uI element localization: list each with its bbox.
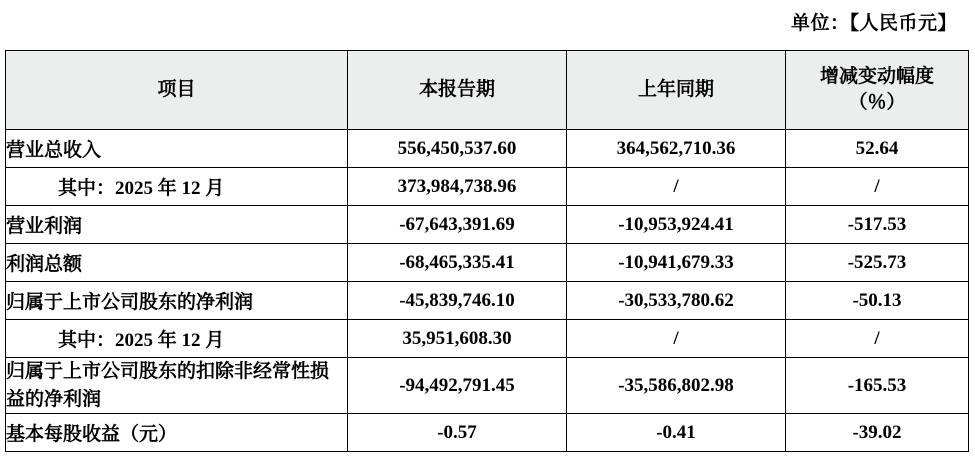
table-row bbox=[6, 414, 969, 452]
table-header bbox=[6, 51, 969, 130]
cell-previous-period: -30,533,780.62 bbox=[567, 282, 786, 320]
cell-current-period: -68,465,335.41 bbox=[348, 244, 567, 282]
financial-table-container bbox=[5, 50, 968, 452]
cell-current-period: -45,839,746.10 bbox=[348, 282, 567, 320]
table-row bbox=[6, 282, 969, 320]
cell-change-rate: -39.02 bbox=[786, 414, 969, 452]
column-header-previous-period: 上年同期 bbox=[567, 51, 786, 130]
row-label: 归属于上市公司股东的扣除非经常性损益的净利润 bbox=[6, 358, 348, 414]
row-label: 营业总收入 bbox=[6, 130, 348, 168]
row-label: 其中：2025 年 12 月 bbox=[6, 320, 348, 358]
cell-change-rate: / bbox=[786, 320, 969, 358]
cell-change-rate: / bbox=[786, 168, 969, 206]
cell-current-period: -67,643,391.69 bbox=[348, 206, 567, 244]
cell-change-rate: -50.13 bbox=[786, 282, 969, 320]
cell-current-period: 35,951,608.30 bbox=[348, 320, 567, 358]
table-row bbox=[6, 320, 969, 358]
cell-change-rate: -165.53 bbox=[786, 358, 969, 414]
financial-summary-table bbox=[5, 50, 969, 452]
table-body bbox=[6, 130, 969, 452]
row-label: 利润总额 bbox=[6, 244, 348, 282]
cell-change-rate: 52.64 bbox=[786, 130, 969, 168]
row-label: 基本每股收益（元） bbox=[6, 414, 348, 452]
table-row bbox=[6, 358, 969, 414]
cell-previous-period: -10,953,924.41 bbox=[567, 206, 786, 244]
unit-note: 单位：【人民币元】 bbox=[790, 13, 957, 34]
cell-current-period: 556,450,537.60 bbox=[348, 130, 567, 168]
cell-current-period: -94,492,791.45 bbox=[348, 358, 567, 414]
table-row bbox=[6, 206, 969, 244]
column-header-current-period: 本报告期 bbox=[348, 51, 567, 130]
table-row bbox=[6, 244, 969, 282]
cell-previous-period: -10,941,679.33 bbox=[567, 244, 786, 282]
column-header-change-rate-sub: （％） bbox=[848, 92, 906, 113]
cell-previous-period: -0.41 bbox=[567, 414, 786, 452]
cell-previous-period: / bbox=[567, 320, 786, 358]
cell-previous-period: 364,562,710.36 bbox=[567, 130, 786, 168]
table-row bbox=[6, 130, 969, 168]
cell-previous-period: -35,586,802.98 bbox=[567, 358, 786, 414]
table-header-row bbox=[6, 51, 969, 130]
row-label: 归属于上市公司股东的净利润 bbox=[6, 282, 348, 320]
cell-change-rate: -517.53 bbox=[786, 206, 969, 244]
cell-change-rate: -525.73 bbox=[786, 244, 969, 282]
table-row bbox=[6, 168, 969, 206]
column-header-change-rate bbox=[786, 51, 969, 130]
cell-previous-period: / bbox=[567, 168, 786, 206]
cell-current-period: -0.57 bbox=[348, 414, 567, 452]
cell-current-period: 373,984,738.96 bbox=[348, 168, 567, 206]
row-label: 营业利润 bbox=[6, 206, 348, 244]
column-header-item: 项目 bbox=[6, 51, 348, 130]
column-header-change-rate-main: 增减变动幅度 bbox=[819, 66, 934, 88]
row-label: 其中：2025 年 12 月 bbox=[6, 168, 348, 206]
